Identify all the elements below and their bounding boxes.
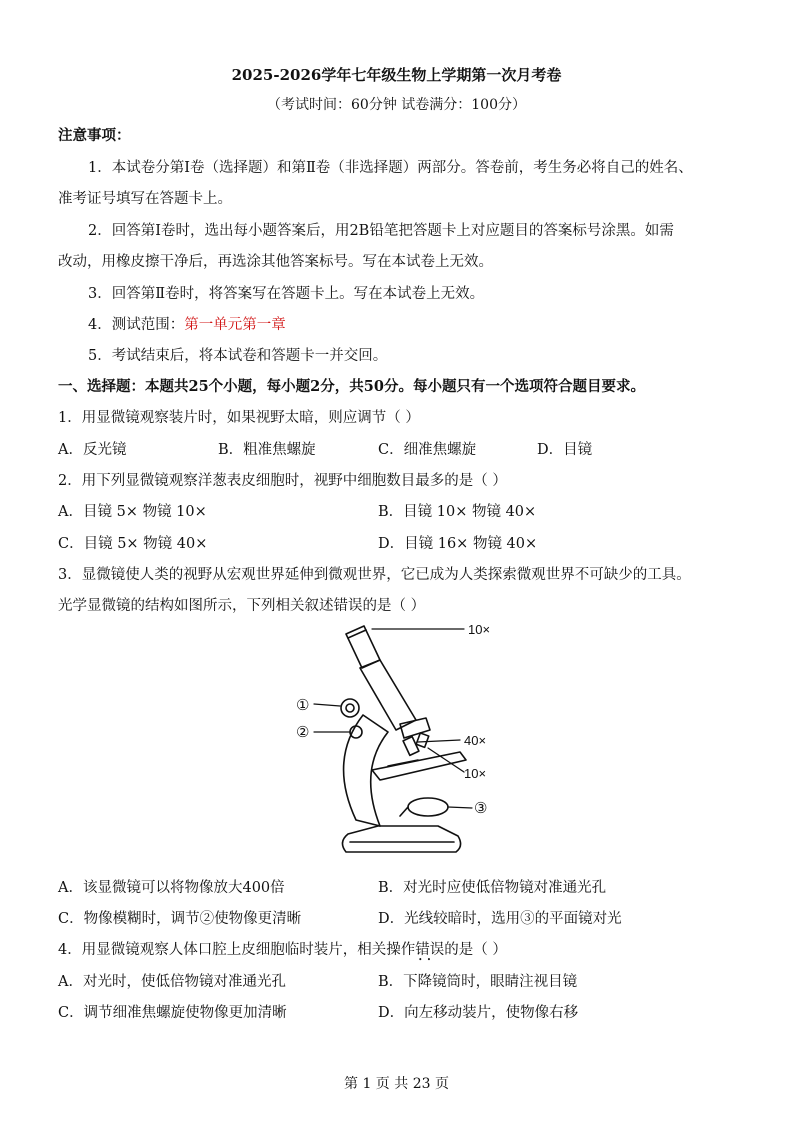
notice-item-4 bbox=[88, 313, 286, 334]
q4-option-c: C．调节细准焦螺旋使物像更加清晰 bbox=[58, 1005, 287, 1021]
microscope-mirror bbox=[408, 798, 448, 816]
q4-stem-post: 的是（ ） bbox=[444, 942, 507, 958]
notice-item-2a: 2．回答第Ⅰ卷时，选出每小题答案后，用2B铅笔把答题卡上对应题目的答案标号涂黑。如需 bbox=[88, 223, 674, 239]
microscope-base bbox=[342, 826, 460, 852]
q1-option-c: C．细准焦螺旋 bbox=[378, 442, 477, 458]
notice-item-4-label: 4．测试范围： bbox=[88, 317, 185, 333]
microscope-eyepiece bbox=[346, 626, 380, 668]
microscope-objective-high bbox=[403, 737, 419, 756]
q4-option-a: A．对光时，使低倍物镜对准通光孔 bbox=[58, 974, 286, 990]
notice-item-1b: 准考证号填写在答题卡上。 bbox=[58, 191, 232, 207]
q3-stem-a: 3．显微镜使人类的视野从宏观世界延伸到微观世界，它已成为人类探索微观世界不可缺少的工具。 bbox=[58, 567, 691, 583]
microscope-stage bbox=[372, 752, 466, 780]
microscope-figure bbox=[288, 620, 518, 870]
q4-stem bbox=[58, 938, 507, 959]
exam-title: 2025-2026学年七年级生物上学期第一次月考卷 bbox=[231, 66, 562, 84]
q3-option-c: C．物像模糊时，调节②使物像更清晰 bbox=[58, 911, 302, 927]
notice-item-2b: 改动，用橡皮擦干净后，再选涂其他答案标号。写在本试卷上无效。 bbox=[58, 254, 493, 270]
q4-option-b: B．下降镜筒时，眼睛注视目镜 bbox=[378, 974, 578, 990]
exam-subtitle: （考试时间：60分钟 试卷满分：100分） bbox=[267, 97, 526, 113]
q3-option-d: D．光线较暗时，选用③的平面镜对光 bbox=[378, 911, 622, 927]
q1-option-b: B．粗准焦螺旋 bbox=[218, 442, 316, 458]
label-objective-10x: 10× bbox=[464, 766, 487, 781]
q2-option-b: B．目镜 10× 物镜 40× bbox=[378, 504, 537, 520]
coarse-focus-knob bbox=[341, 699, 359, 717]
q3-option-a: A．该显微镜可以将物像放大400倍 bbox=[58, 880, 285, 896]
q1-option-d: D．目镜 bbox=[537, 442, 593, 458]
microscope-objective-low bbox=[416, 733, 429, 747]
q1-stem: 1．用显微镜观察装片时，如果视野太暗，则应调节（ ） bbox=[58, 410, 420, 426]
q1-option-a: A．反光镜 bbox=[58, 442, 127, 458]
q4-option-d: D．向左移动装片，使物像右移 bbox=[378, 1005, 579, 1021]
q4-stem-emphasis: 错误 • • bbox=[415, 942, 444, 958]
page-number: 第 1 页 共 23 页 bbox=[344, 1076, 449, 1092]
notice-item-3: 3．回答第Ⅱ卷时，将答案写在答题卡上。写在本试卷上无效。 bbox=[88, 286, 485, 302]
label-part-3: ③ bbox=[474, 800, 488, 817]
q3-stem-b: 光学显微镜的结构如图所示，下列相关叙述错误的是（ ） bbox=[58, 598, 426, 614]
label-objective-40x: 40× bbox=[464, 733, 487, 748]
q2-option-a: A．目镜 5× 物镜 10× bbox=[58, 504, 207, 520]
section-1-heading: 一、选择题：本题共25个小题，每小题2分，共50分。每小题只有一个选项符合题目要求。 bbox=[58, 378, 645, 395]
q3-option-b: B．对光时应使低倍物镜对准通光孔 bbox=[378, 880, 607, 896]
q2-option-c: C．目镜 5× 物镜 40× bbox=[58, 536, 208, 552]
q4-stem-pre: 4．用显微镜观察人体口腔上皮细胞临时装片，相关操作 bbox=[58, 942, 416, 958]
q2-stem: 2．用下列显微镜观察洋葱表皮细胞时，视野中细胞数目最多的是（ ） bbox=[58, 473, 507, 489]
label-eyepiece-10x: 10× bbox=[468, 622, 491, 637]
notice-item-4-scope: 第一单元第一章 bbox=[184, 317, 286, 333]
notice-heading: 注意事项： bbox=[58, 127, 131, 144]
notice-item-1a: 1．本试卷分第Ⅰ卷（选择题）和第Ⅱ卷（非选择题）两部分。答卷前，考生务必将自己的姓名、 bbox=[88, 160, 693, 176]
label-part-2: ② bbox=[296, 724, 310, 741]
label-part-1: ① bbox=[296, 697, 310, 714]
notice-item-5: 5．考试结束后，将本试卷和答题卡一并交回。 bbox=[88, 348, 388, 364]
q2-option-d: D．目镜 16× 物镜 40× bbox=[378, 536, 538, 552]
